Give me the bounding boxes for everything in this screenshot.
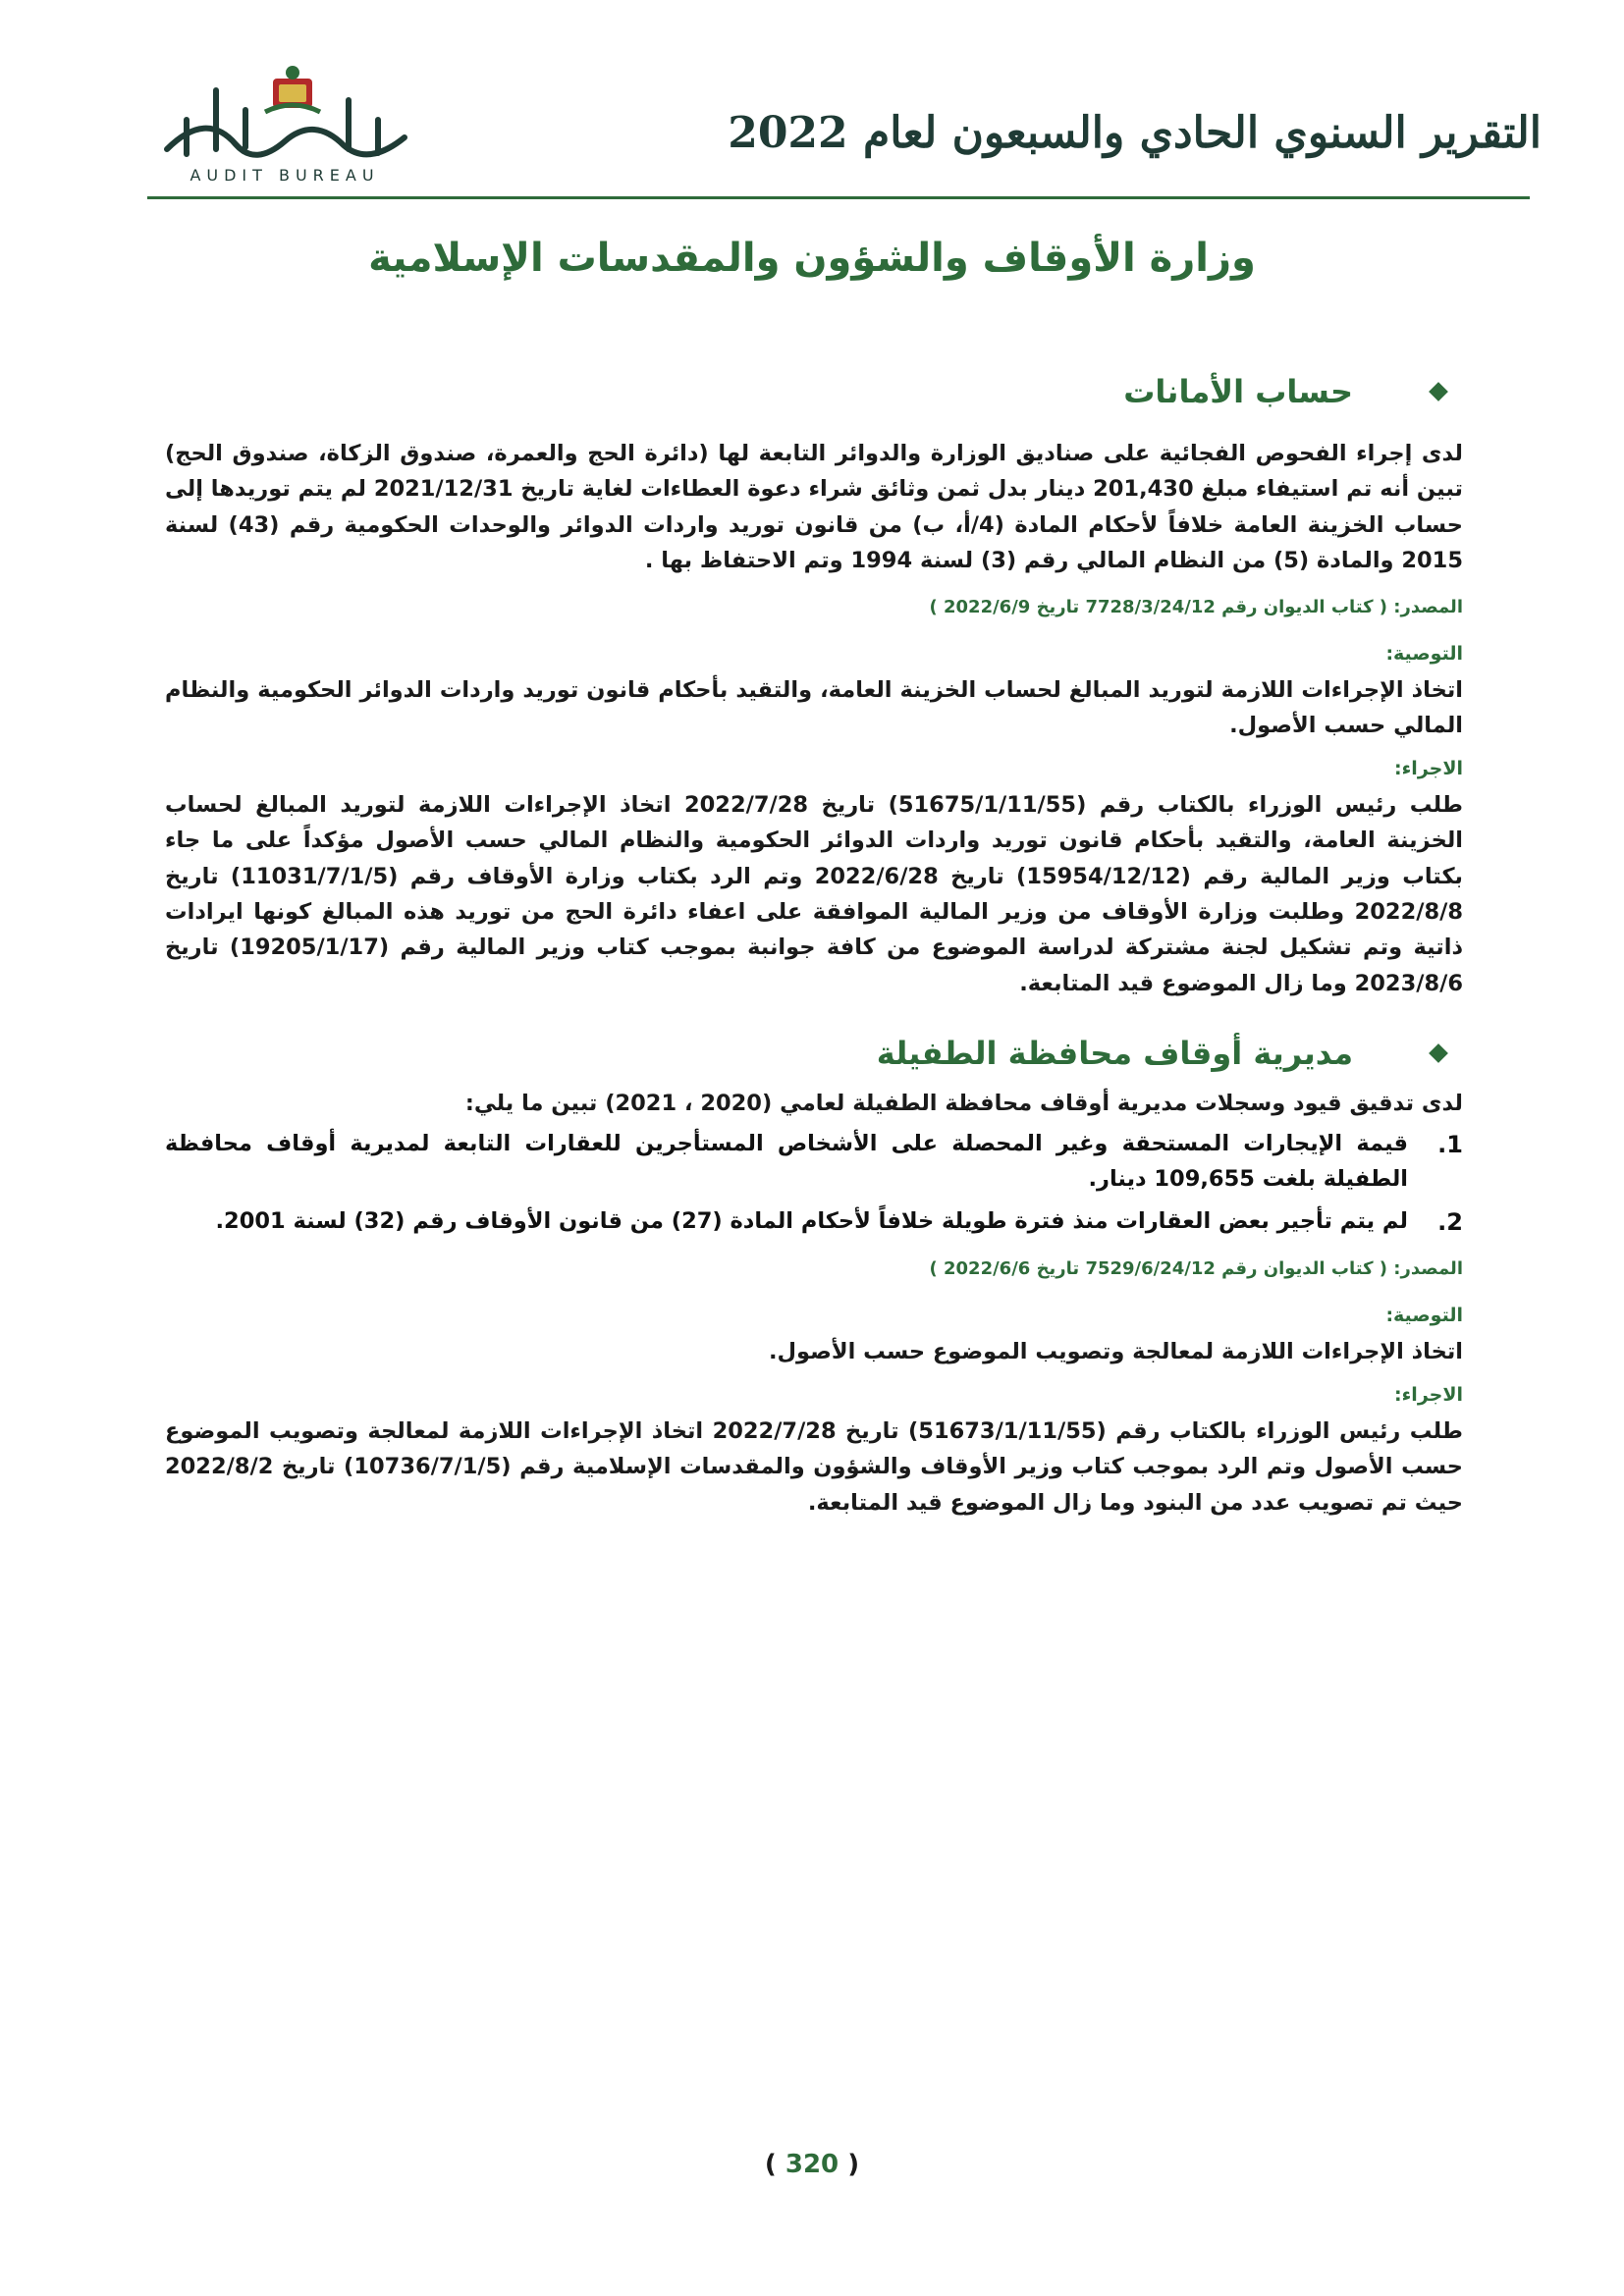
diamond-bullet-icon	[1429, 1043, 1448, 1063]
action-text: طلب رئيس الوزراء بالكتاب رقم (51675/1/11/55) تاريخ 2022/7/28 اتخاذ الإجراءات اللازمة لتوريد المبالغ لحساب الخزينة العامة، والتقيد بأحكام قانون توريد واردات الدوائر الحكومية والنظام المالي حسب الأصول مؤكداً على ما جاء بكتاب وزير المالية رقم (15954/12/12) تاريخ 2022/6/28 وتم الرد بكتاب وزارة الأوقاف رقم (11031/7/1/5) تاريخ 2022/8/8 وطلبت وزارة الأوقاف من وزير المالية الموافقة على اعفاء دائرة الحج من توريد هذه المبالغ كونها ايرادات ذاتية وتم تشكيل لجنة مشتركة لدراسة الموضوع من كافة جوانبة بموجب كتاب وزير المالية رقم (19205/1/17) تاريخ 2023/8/6 وما زال الموضوع قيد المتابعة.	[165, 791, 1463, 996]
crown-emblem-icon	[265, 66, 320, 112]
section-heading-text: مديرية أوقاف محافظة الطفيلة	[876, 1035, 1353, 1073]
section-heading-deposits	[165, 373, 1463, 410]
section-body: لدى إجراء الفحوص الفجائية على صناديق الوزارة والدوائر التابعة لها (دائرة الحج والعمرة، صندوق الزكاة، صندوق الحج) تبين أنه تم استيفاء مبلغ 201,430 دينار بدل ثمن وثائق شراء دعوة العطاءات لغاية تاريخ 2021/12/31 لم يتم توريدها إلى حساب الخزينة العامة خلافاً لأحكام المادة (4/أ، ب) من قانون توريد واردات الدوائر والوحدات الحكومية رقم (43) لسنة 2015 والمادة (5) من النظام المالي رقم (3) لسنة 1994 وتم الاحتفاظ بها .	[165, 441, 1463, 574]
list-item-text: لم يتم تأجير بعض العقارات منذ فترة طويلة خلافاً لأحكام المادة (27) من قانون الأوقاف رقم (32) لسنة 2001.	[215, 1207, 1408, 1234]
logo-english-text: AUDIT BUREAU	[189, 166, 380, 185]
audit-bureau-logo	[147, 51, 422, 198]
list-item	[165, 1203, 1463, 1242]
page-header	[147, 51, 1542, 198]
header-divider	[147, 196, 1530, 199]
action-label: الاجراء:	[1394, 757, 1463, 779]
list-item-text: قيمة الإيجارات المستحقة وغير المحصلة على الأشخاص المستأجرين للعقارات التابعة لمديرية أوقاف محافظة الطفيلة بلغت 109,655 دينار.	[165, 1130, 1408, 1193]
recommendation-label: التوصية:	[1385, 642, 1463, 665]
list-item-number: 2.	[1437, 1207, 1463, 1236]
list-item	[165, 1126, 1463, 1198]
source-citation: المصدر: ( كتاب الديوان رقم 7728/3/24/12 تاريخ 2022/6/9 )	[929, 596, 1463, 617]
ministry-title: وزارة الأوقاف والشؤون والمقدسات الإسلامية	[368, 236, 1256, 281]
page-number: ( 320 )	[764, 2150, 860, 2179]
recommendation-text: اتخاذ الإجراءات اللازمة لمعالجة وتصويب الموضوع حسب الأصول.	[768, 1339, 1463, 1365]
action-label: الاجراء:	[1394, 1383, 1463, 1406]
page-number-value: 320	[785, 2150, 839, 2179]
findings-list	[165, 1126, 1463, 1242]
list-item-number: 1.	[1437, 1130, 1463, 1158]
section-intro: لدى تدقيق قيود وسجلات مديرية أوقاف محافظة الطفيلة لعامي (2020 ، 2021) تبين ما يلي:	[464, 1091, 1463, 1117]
action-text: طلب رئيس الوزراء بالكتاب رقم (51673/1/11/55) تاريخ 2022/7/28 اتخاذ الإجراءات اللازمة لمعالجة وتصويب الموضوع حسب الأصول وتم الرد بموجب كتاب وزير الأوقاف والشؤون والمقدسات الإسلامية رقم (10736/7/1/5) تاريخ 2022/8/2 حيث تم تصويب عدد من البنود وما زال الموضوع قيد المتابعة.	[165, 1417, 1464, 1516]
recommendation-text: اتخاذ الإجراءات اللازمة لتوريد المبالغ لحساب الخزينة العامة، والتقيد بأحكام قانون توريد واردات الدوائر الحكومية والنظام المالي حسب الأصول.	[165, 676, 1463, 739]
diamond-bullet-icon	[1429, 382, 1448, 401]
report-title: التقرير السنوي الحادي والسبعون لعام 2022	[728, 108, 1542, 158]
section-heading-tafila	[165, 1035, 1463, 1072]
source-citation: المصدر: ( كتاب الديوان رقم 7529/6/24/12 تاريخ 2022/6/6 )	[929, 1258, 1463, 1280]
document-content	[165, 373, 1463, 1521]
section-heading-text: حساب الأمانات	[1123, 373, 1353, 410]
recommendation-label: التوصية:	[1385, 1305, 1463, 1327]
